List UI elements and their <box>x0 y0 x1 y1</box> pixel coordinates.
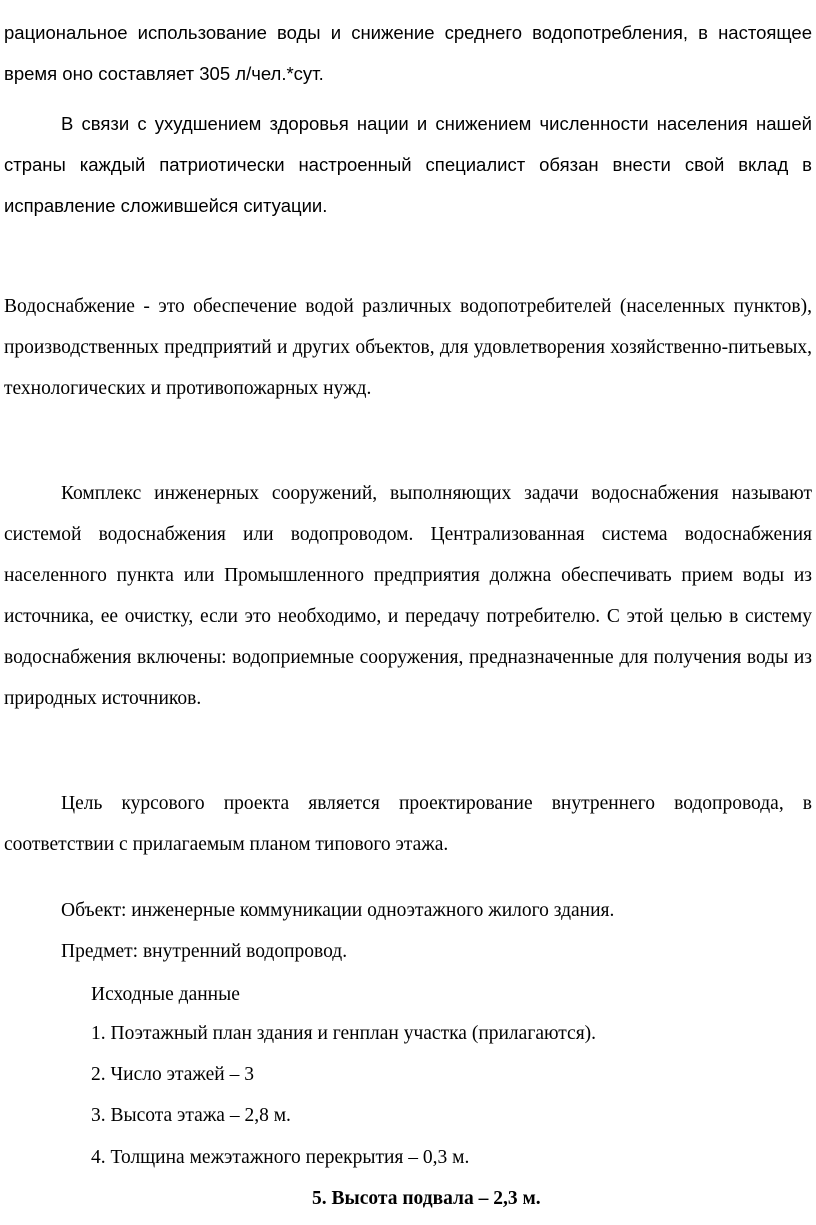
initial-data-item-floors: 2. Число этажей – 3 <box>91 1064 254 1085</box>
initial-data-item-floor-height: 3. Высота этажа – 2,8 м. <box>91 1105 291 1126</box>
initial-data-heading: Исходные данные <box>91 984 240 1005</box>
initial-data-item-slab-thickness: 4. Толщина межэтажного перекрытия – 0,3 м. <box>91 1147 470 1168</box>
initial-data-item-basement-height: 5. Высота подвала – 2,3 м. <box>312 1188 541 1209</box>
paragraph-water-supply-system: Комплекс инженерных сооружений, выполняющих задачи водоснабжения называют системой водоснабжения или водопроводом. Централизованная система водоснабжения населенного пункта или Промышленного предприятия должна обеспечивать прием воды из источника, ее очистку, если это необходимо, и передачу потребителю. С этой целью в систему водоснабжения включены: водоприемные сооружения, предназначенные для получения воды из природных источников. <box>4 483 812 709</box>
paragraph-water-supply-definition: Водоснабжение - это обеспечение водой различных водопотребителей (населенных пунктов), производственных предприятий и других объектов, для удовлетворения хозяйственно-питьевых, технологических и противопожарных нужд. <box>4 296 812 399</box>
paragraph-project-goal: Цель курсового проекта является проектирование внутреннего водопровода, в соответствии с прилагаемым планом типового этажа. <box>4 793 812 855</box>
paragraph-national-health: В связи с ухудшением здоровья нации и снижением численности населения нашей страны каждый патриотически настроенный специалист обязан внести свой вклад в исправление сложившейся ситуации. <box>4 113 812 216</box>
paragraph-water-consumption: рациональное использование воды и снижение среднего водопотребления, в настоящее время оно составляет 305 л/чел.*сут. <box>4 22 812 84</box>
subject-line: Предмет: внутренний водопровод. <box>61 941 348 962</box>
object-line: Объект: инженерные коммуникации одноэтажного жилого здания. <box>61 900 615 921</box>
initial-data-item-floor-plan: 1. Поэтажный план здания и генплан участка (прилагаются). <box>91 1023 597 1044</box>
